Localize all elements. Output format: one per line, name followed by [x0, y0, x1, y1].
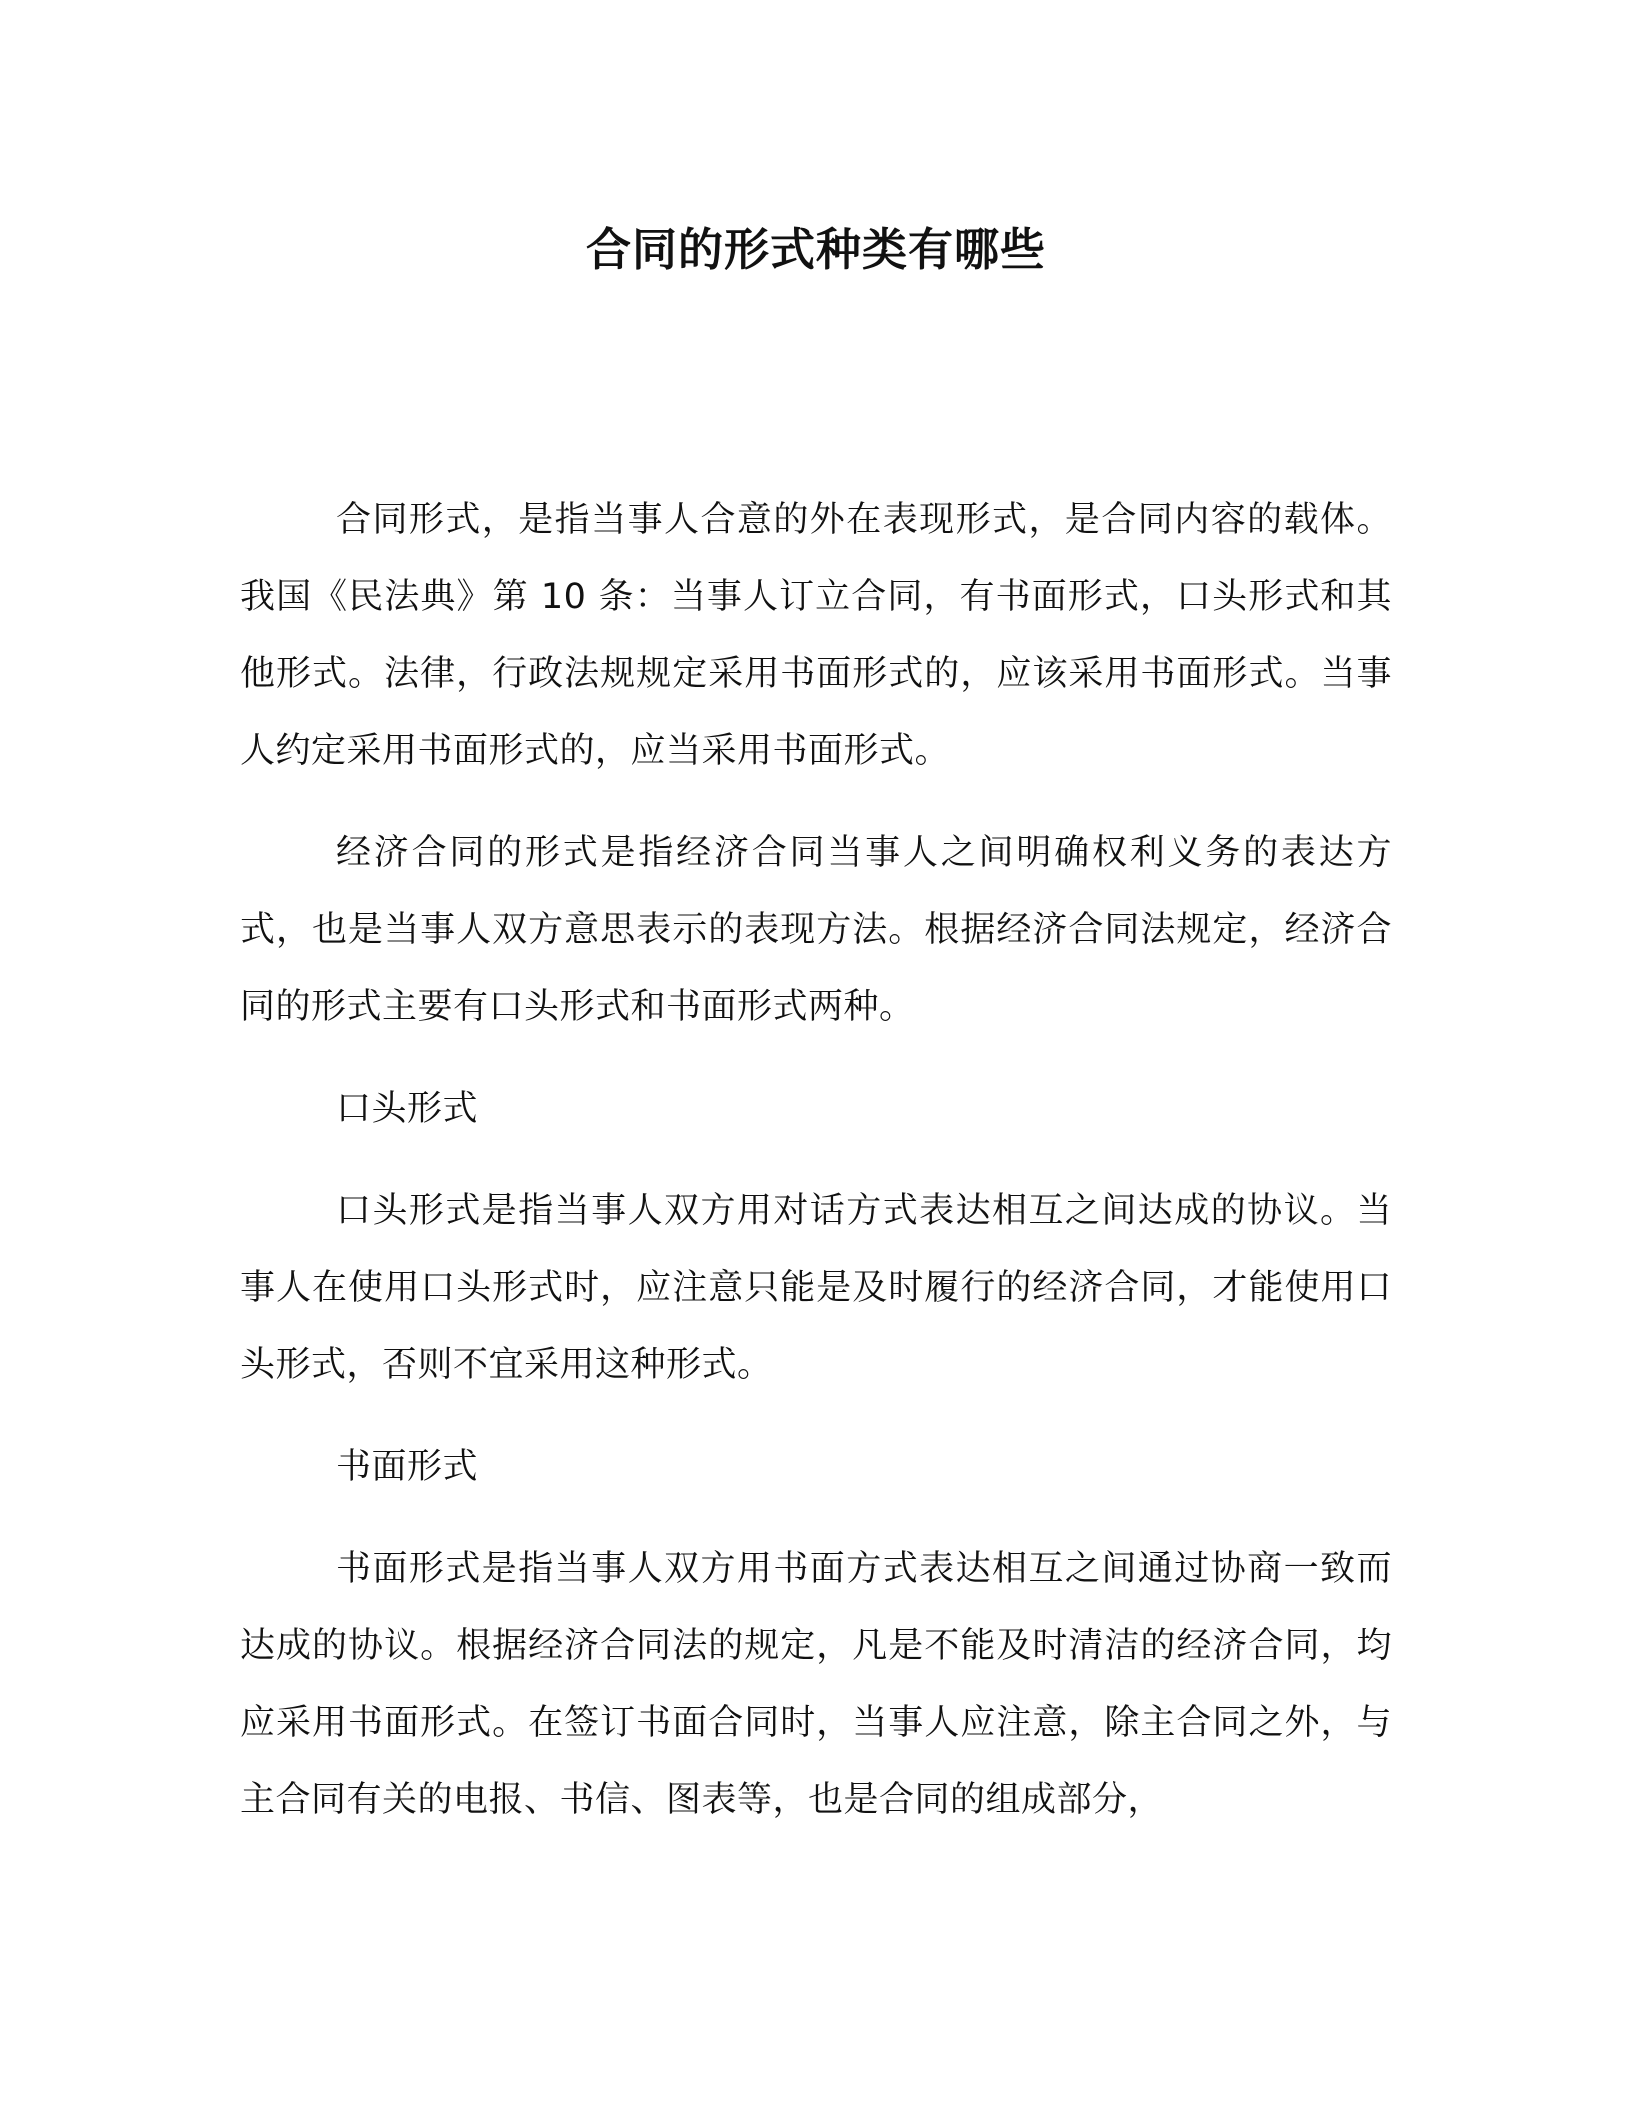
section-heading-oral-form: 口头形式: [336, 1089, 479, 1129]
paragraph-written-form: 书面形式是指当事人双方用书面方式表达相互之间通过协商一致而达成的协议。根据经济合同法的规定，凡是不能及时清洁的经济合同，均应采用书面形式。在签订书面合同时，当事人应注意，除主合同之外，与主合同有关的电报、书信、图表等，也是合同的组成部分，: [240, 1549, 1392, 1820]
section-heading-written-form: 书面形式: [336, 1447, 479, 1487]
document-title: 合同的形式种类有哪些: [585, 223, 1046, 276]
paragraph-oral-form: 口头形式是指当事人双方用对话方式表达相互之间达成的协议。当事人在使用口头形式时，应注意只能是及时履行的经济合同，才能使用口头形式，否则不宜采用这种形式。: [240, 1191, 1392, 1385]
document-body: [240, 482, 1392, 1864]
paragraph-contract-form-definition: 合同形式，是指当事人合意的外在表现形式，是合同内容的载体。我国《民法典》第 10 条：当事人订立合同，有书面形式，口头形式和其他形式。法律，行政法规规定采用书面形式的，应该采用书面形式。当事人约定采用书面形式的，应当采用书面形式。: [240, 500, 1392, 771]
paragraph-economic-contract-form: 经济合同的形式是指经济合同当事人之间明确权利义务的表达方式，也是当事人双方意思表示的表现方法。根据经济合同法规定，经济合同的形式主要有口头形式和书面形式两种。: [240, 833, 1392, 1027]
